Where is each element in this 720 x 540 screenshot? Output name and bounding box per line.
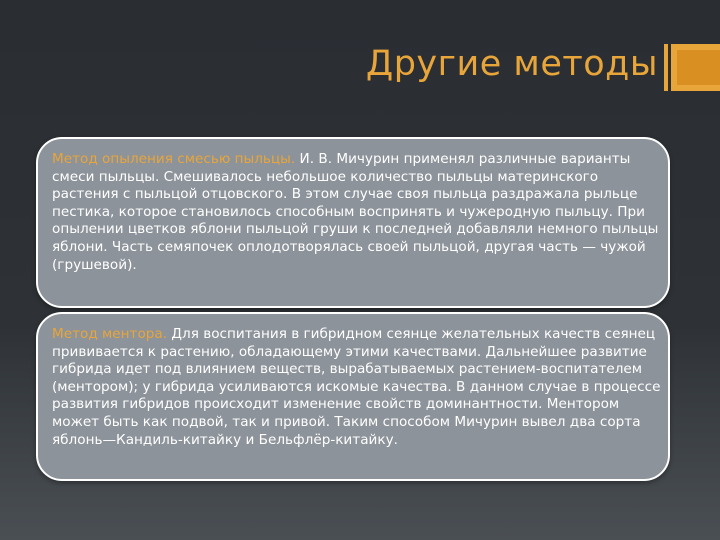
card-body: Для воспитания в гибридном сеянце желательных качеств сеянец прививается к растению, обладающему этими качествами. Дальнейшее развитие гибрида идет под влиянием веществ, вырабатываемых растением-воспитателем (ментором); у гибрида усиливаются искомые качества. В данном случае в процессе развития гибридов происходит изменение свойств доминантности. Ментором может быть как подвой, так и привой. Таким способом Мичурин вывел два сорта яблонь—Кандиль-китайку и Бельфлёр-китайку. [52,326,661,448]
card-body: И. В. Мичурин применял различные варианты смеси пыльцы. Смешивалось небольшое количество пыльцы материнского растения с пыльцой отцовского. В этом случае своя пыльца раздражала рыльце пестика, которое становилось способным воспринять и чужеродную пыльцу. При опылении цветков яблони пыльцой груши к последней добавляли немного пыльцы яблони. Часть семяпочек оплодотворялась своей пыльцой, другая часть — чужой (грушевой). [52,151,659,273]
card-term: Метод опыления смесью пыльцы. [52,151,296,167]
card-term: Метод ментора. [52,326,168,342]
slide-title: Другие методы [365,44,658,84]
card-pollen-mixture-method [36,137,670,308]
card-mentor-method [36,312,670,481]
card-text [52,326,662,449]
title-accent-block-inner [677,50,720,85]
card-text [52,151,662,274]
title-accent-thin-bar [664,44,668,91]
